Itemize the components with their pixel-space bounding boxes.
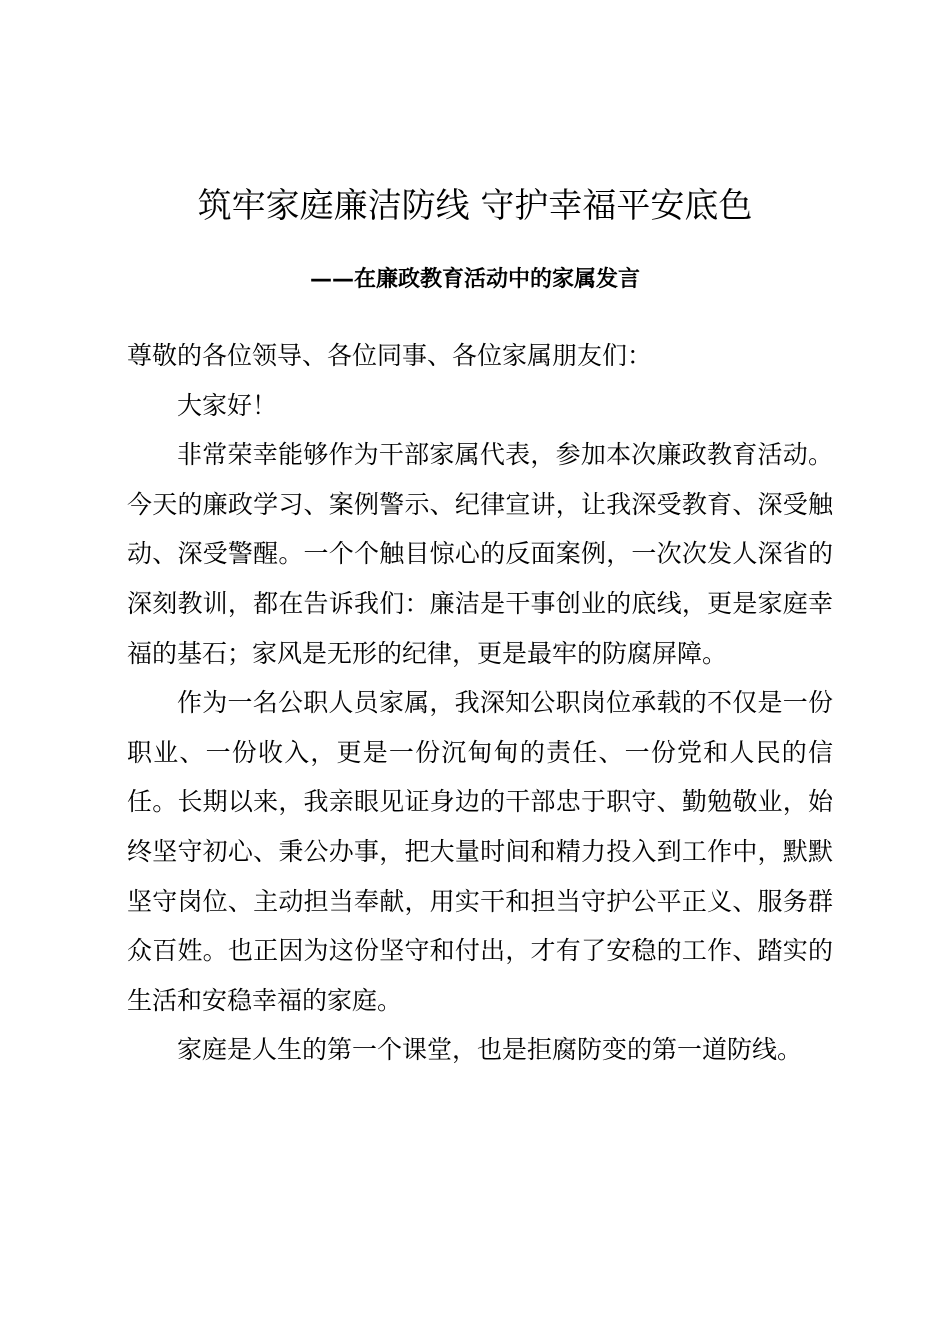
document-body [127,331,833,1075]
document-subtitle: ——在廉政教育活动中的家属发言 [309,267,640,292]
paragraph-greeting: 大家好！ [177,390,278,420]
paragraph-2: 作为一名公职人员家属，我深知公职岗位承载的不仅是一份职业、一份收入，更是一份沉甸甸的责任、一份党和人民的信任。长期以来，我亲眼见证身边的干部忠于职守、勤勉敬业，始终坚守初心、秉公办事，把大量时间和精力投入到工作中，默默坚守岗位、主动担当奉献，用实干和担当守护公平正义、服务群众百姓。也正因为这份坚守和付出，才有了安稳的工作、踏实的生活和安稳幸福的家庭。 [127,688,833,1015]
paragraph-1: 非常荣幸能够作为干部家属代表，参加本次廉政教育活动。今天的廉政学习、案例警示、纪律宣讲，让我深受教育、深受触动、深受警醒。一个个触目惊心的反面案例，一次次发人深省的深刻教训，都在告诉我们：廉洁是干事创业的底线，更是家庭幸福的基石；家风是无形的纪律，更是最牢的防腐屏障。 [127,440,833,668]
salutation: 尊敬的各位领导、各位同事、各位家属朋友们： [127,341,653,370]
document-title: 筑牢家庭廉洁防线 守护幸福平安底色 [197,186,753,226]
paragraph-3: 家庭是人生的第一个课堂，也是拒腐防变的第一道防线。 [177,1035,803,1065]
